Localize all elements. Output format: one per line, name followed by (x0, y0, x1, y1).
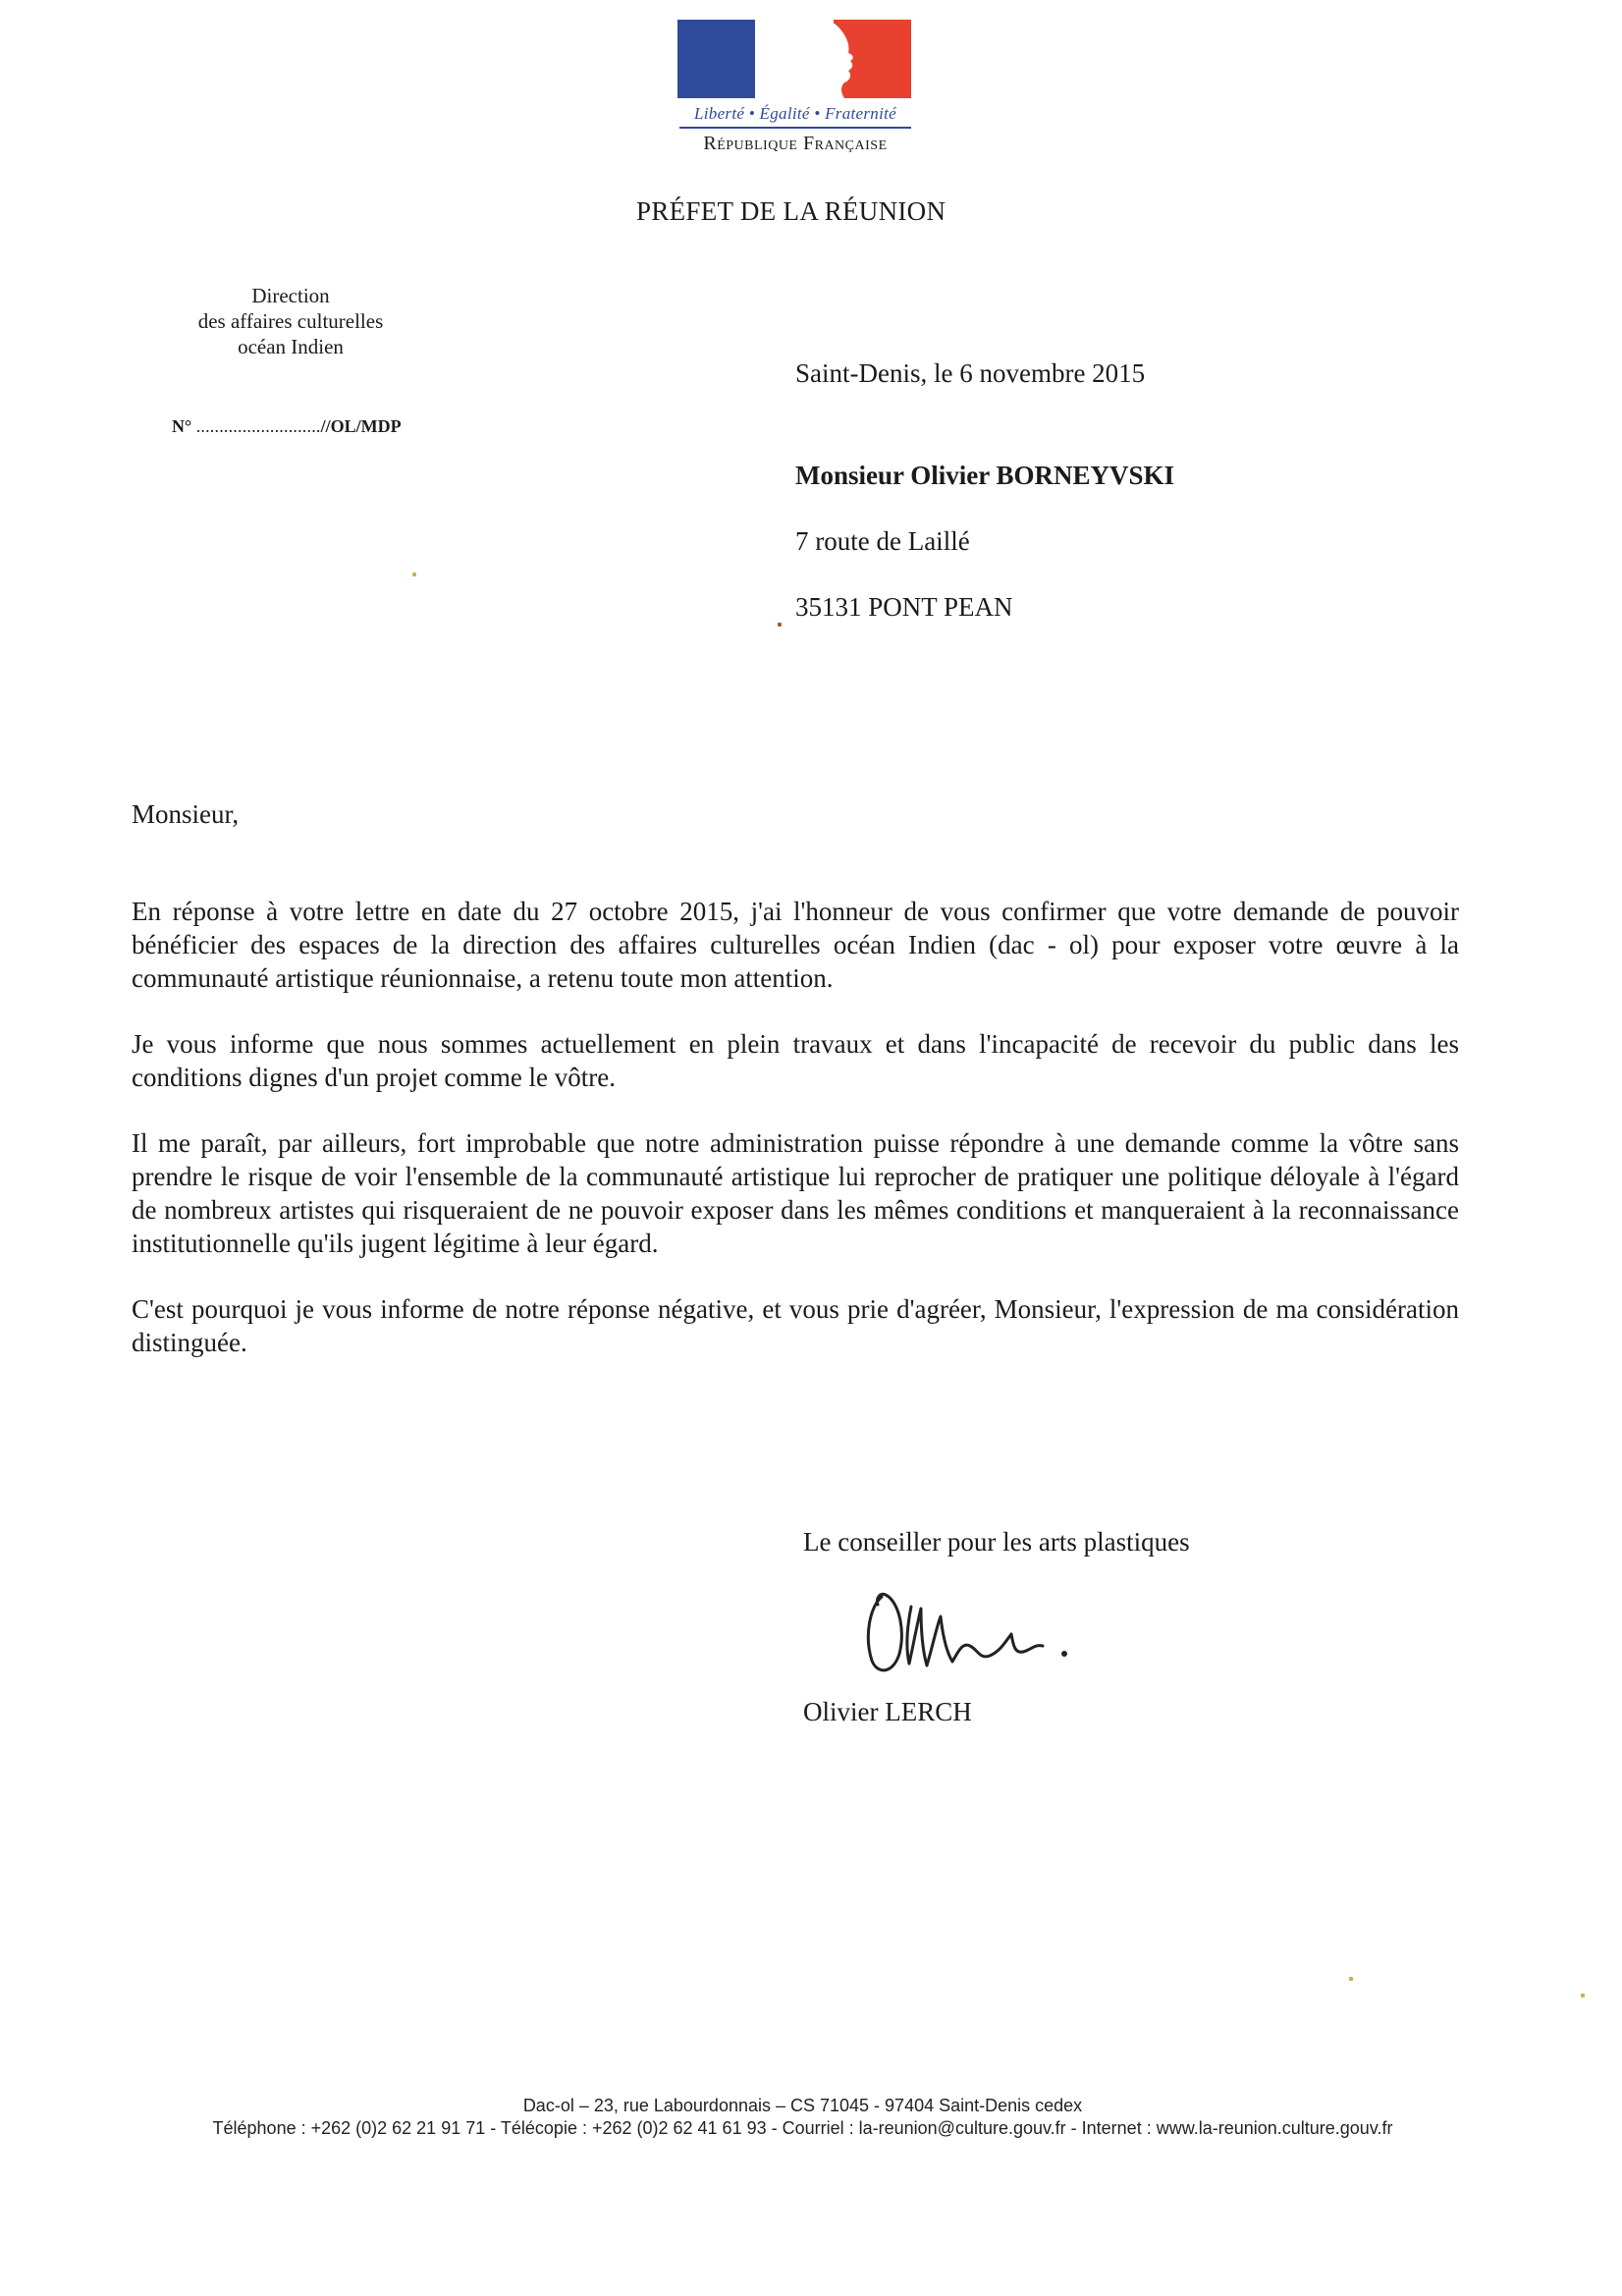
prefect-heading: PRÉFET DE LA RÉUNION (636, 196, 946, 226)
scan-speck (1581, 1994, 1585, 1997)
marianne-profile-icon (677, 20, 911, 98)
footer-contact: Téléphone : +262 (0)2 62 21 91 71 - Télécopie : +262 (0)2 62 41 61 93 - Courriel : la-reunion@culture.gouv.fr - Internet : www.la-reunion.culture.gouv.fr (212, 2118, 1393, 2138)
salutation: Monsieur, (132, 799, 240, 829)
recipient-name: Monsieur Olivier BORNEYVSKI (795, 461, 1175, 490)
letter-date: Saint-Denis, le 6 novembre 2015 (795, 358, 1146, 388)
motto-divider (679, 127, 911, 129)
reference-suffix: //OL/MDP (320, 416, 402, 436)
reference-number (172, 416, 402, 437)
direction-line: des affaires culturelles (197, 309, 384, 333)
signatory-title: Le conseiller pour les arts plastiques (803, 1527, 1190, 1557)
scan-speck (1349, 1977, 1353, 1981)
sender-direction (167, 283, 414, 359)
handwritten-signature (842, 1577, 1147, 1685)
body-paragraph: Je vous informe que nous sommes actuellement en plein travaux et dans l'incapacité de recevoir du public dans les conditions dignes d'un projet comme le vôtre. (132, 1029, 1459, 1092)
scan-speck (778, 623, 782, 627)
reference-prefix: N° (172, 416, 192, 436)
body-paragraph: Il me paraît, par ailleurs, fort improbable que notre administration puisse répondre à une demande comme la vôtre sans prendre le risque de voir l'ensemble de la communauté artistique lui reprocher de pratiquer une politique déloyale à l'égard de nombreux artistes qui risqueraient de ne pouvoir exposer dans les mêmes conditions et manqueraient à la reconnaissance institutionnelle qu'ils jugent légitime à leur égard. (132, 1128, 1459, 1258)
body-paragraph: C'est pourquoi je vous informe de notre réponse négative, et vous prie d'agréer, Monsieur, l'expression de ma considération distinguée. (132, 1294, 1459, 1357)
letter-body (132, 895, 1459, 1392)
letter-footer (118, 2095, 1487, 2140)
direction-line: océan Indien (238, 335, 344, 358)
scan-speck (412, 573, 416, 576)
republique-francaise-logo (677, 20, 913, 155)
direction-line: Direction (251, 284, 330, 307)
recipient-city: 35131 PONT PEAN (795, 592, 1013, 622)
recipient-address (795, 460, 1174, 624)
recipient-street: 7 route de Laillé (795, 526, 970, 556)
reference-dots: ........................... (195, 416, 321, 436)
body-paragraph: En réponse à votre lettre en date du 27 octobre 2015, j'ai l'honneur de vous confirmer que votre demande de pouvoir bénéficier des espaces de la direction des affaires culturelles océan Indien (dac - ol) pour exposer votre œuvre à la communauté artistique réunionnaise, a retenu toute mon attention. (132, 897, 1459, 993)
republic-motto: Liberté • Égalité • Fraternité (694, 104, 896, 123)
signature-block (803, 1527, 1190, 1727)
footer-address: Dac-ol – 23, rue Labourdonnais – CS 71045 - 97404 Saint-Denis cedex (522, 2096, 1083, 2115)
republic-name: République Française (703, 133, 888, 154)
signatory-name: Olivier LERCH (803, 1697, 972, 1726)
